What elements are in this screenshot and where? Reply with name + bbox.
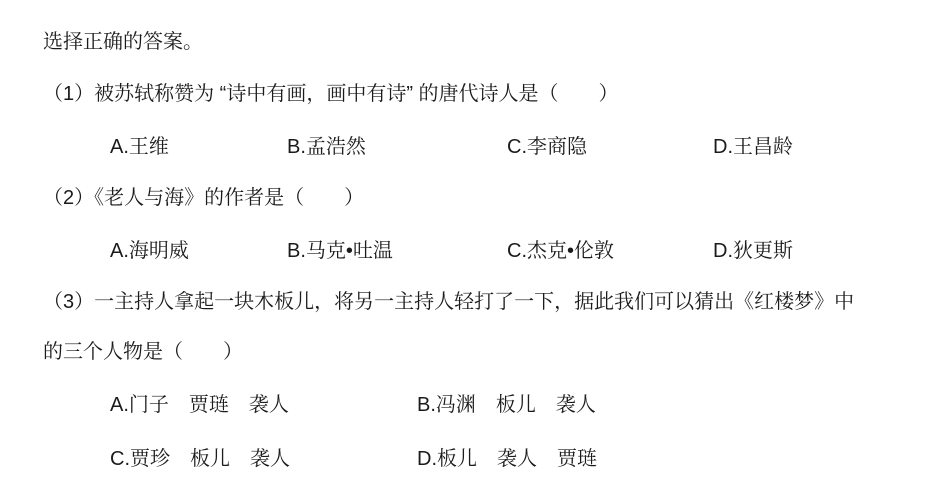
question-1-options [0,134,929,160]
option-key: D. [417,448,437,470]
question-1-option-a [110,134,169,160]
question-3-option-b [417,392,596,418]
question-3-prompt-line2: 的三个人物是（ ） [43,341,243,363]
option-key: C. [507,136,527,158]
question-3-option-d [417,446,597,472]
instruction-text: 选择正确的答案。 [43,31,203,53]
option-key: C. [110,448,130,470]
question-3-options-row-2 [0,446,929,472]
option-text: 王昌龄 [733,136,793,158]
question-2-option-c [507,238,614,264]
option-key: A. [110,240,129,262]
question-3-option-a [110,392,289,418]
option-key: A. [110,136,129,158]
question-2-option-a [110,238,189,264]
option-text: 王维 [128,136,169,158]
option-text: 孟浩然 [305,136,366,158]
option-text: 贾珍 板儿 袭人 [130,448,290,470]
option-key: A. [110,394,129,416]
option-key: B. [287,240,306,262]
option-key: D. [713,136,733,158]
question-2-prompt: （2）《老人与海》的作者是（ ） [43,187,365,209]
question-3-prompt-line1: （3）一主持人拿起一块木板儿，将另一主持人轻打了一下，据此我们可以猜出《红楼梦》中 [43,291,855,313]
option-text: 狄更斯 [733,240,793,262]
question-3-options-row-1 [0,392,929,418]
option-key: C. [507,240,527,262]
option-text: 马克•吐温 [305,240,393,262]
question-2-option-b [287,238,393,264]
question-2-option-d [713,238,793,264]
question-2-options [0,238,929,264]
option-text: 海明威 [128,240,189,262]
option-text: 冯渊 板儿 袭人 [435,394,596,416]
option-text: 杰克•伦敦 [527,240,615,262]
option-key: B. [417,394,436,416]
option-text: 板儿 袭人 贾琏 [437,448,597,470]
option-text: 门子 贾琏 袭人 [128,394,289,416]
option-text: 李商隐 [527,136,587,158]
question-1-option-b [287,134,366,160]
question-1-option-c [507,134,587,160]
question-3-option-c [110,446,290,472]
question-1-option-d [713,134,793,160]
question-1-prompt: （1）被苏轼称赞为 “诗中有画，画中有诗” 的唐代诗人是（ ） [43,83,619,105]
option-key: B. [287,136,306,158]
option-key: D. [713,240,733,262]
